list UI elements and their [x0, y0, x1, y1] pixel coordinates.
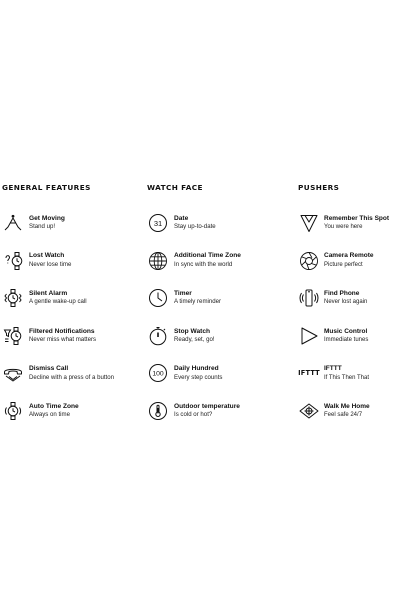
feature-camera-remote: [298, 250, 400, 272]
feature-subtitle: Decline with a press of a button: [29, 373, 115, 381]
stopwatch-icon: [147, 325, 169, 347]
feature-subtitle: Always on time: [29, 411, 70, 419]
feature-get-moving: [2, 212, 142, 234]
watch-face-heading: WATCH FACE: [147, 183, 203, 192]
feature-title: Find Phone: [324, 289, 360, 297]
phone-vibrate-icon: [298, 287, 320, 309]
feature-subtitle: You were here: [324, 224, 363, 231]
feature-walk-me-home: [298, 400, 400, 422]
globe-icon: [147, 250, 169, 272]
watch-vibrate-icon: [2, 287, 24, 309]
feature-find-phone: [298, 287, 400, 309]
feature-title: Timer: [174, 289, 192, 297]
feature-title: Stop Watch: [174, 327, 211, 335]
feature-silent-alarm: [2, 287, 142, 309]
watch-filter-icon: [2, 325, 24, 347]
feature-subtitle: Never lost again: [324, 299, 368, 306]
feature-subtitle: A gentle wake-up call: [29, 298, 87, 306]
feature-music-control: [298, 325, 400, 347]
watch-question-icon: [2, 250, 24, 272]
play-icon: [298, 325, 320, 347]
feature-subtitle: Is cold or hot?: [174, 411, 213, 419]
feature-subtitle: If This Then That: [324, 374, 370, 381]
camera-shutter-icon: [298, 250, 320, 272]
feature-stop-watch: [147, 325, 292, 347]
hang-up-icon: [2, 362, 24, 384]
feature-title: IFTTT: [324, 365, 342, 373]
hundred-icon-glyph: 100: [152, 370, 164, 378]
feature-subtitle: Immediate tunes: [324, 336, 369, 343]
feature-subtitle: Feel safe 24/7: [324, 412, 363, 419]
feature-title: Date: [174, 214, 189, 222]
feature-subtitle: Every step counts: [174, 373, 223, 381]
feature-title: Lost Watch: [29, 252, 65, 260]
thermometer-icon: [147, 400, 169, 422]
date-icon-glyph: 31: [153, 218, 163, 228]
feature-title: Walk Me Home: [324, 402, 370, 410]
feature-title: Camera Remote: [324, 252, 374, 260]
feature-subtitle: Ready, set, go!: [174, 335, 215, 343]
feature-subtitle: A timely reminder: [174, 298, 222, 306]
general-features-heading: GENERAL FEATURES: [2, 183, 91, 192]
feature-lost-watch: [2, 250, 142, 272]
feature-title: Filtered Notifications: [29, 327, 95, 335]
watch-timezone-icon: [2, 400, 24, 422]
feature-subtitle: Stand up!: [29, 223, 56, 231]
feature-subtitle: In sync with the world: [174, 260, 233, 268]
watch-face-list: [147, 212, 292, 422]
feature-title: Remember This Spot: [324, 214, 390, 222]
running-figure-icon: [2, 212, 24, 234]
general-features-list: [2, 212, 142, 422]
pushers-heading: PUSHERS: [298, 183, 340, 192]
date-icon: [147, 212, 169, 234]
feature-ifttt: [298, 362, 400, 384]
feature-title: Auto Time Zone: [29, 402, 79, 410]
pushers-column: [298, 182, 400, 438]
watch-face-column: [147, 182, 292, 438]
feature-timer: [147, 287, 292, 309]
hundred-icon: [147, 362, 169, 384]
feature-dismiss-call: [2, 362, 142, 384]
feature-title: Outdoor temperature: [174, 402, 240, 410]
feature-title: Additional Time Zone: [174, 252, 241, 260]
feature-subtitle: Stay up-to-date: [174, 223, 216, 231]
location-pin-icon: [298, 212, 320, 234]
feature-title: Get Moving: [29, 214, 65, 222]
clock-icon: [147, 287, 169, 309]
feature-title: Music Control: [324, 327, 368, 335]
feature-subtitle: Picture perfect: [324, 261, 363, 268]
pushers-list: [298, 212, 400, 422]
eye-home-icon: [298, 400, 320, 422]
feature-filtered-notifications: [2, 325, 142, 347]
feature-date: [147, 212, 292, 234]
feature-additional-time-zone: [147, 250, 292, 272]
feature-subtitle: Never miss what matters: [29, 335, 97, 343]
feature-subtitle: Never lose time: [29, 260, 72, 268]
feature-remember-this-spot: [298, 212, 400, 234]
general-features-column: [2, 182, 142, 438]
ifttt-icon: IFTTT: [298, 369, 320, 378]
feature-title: Silent Alarm: [29, 289, 68, 297]
feature-auto-time-zone: [2, 400, 142, 422]
feature-daily-hundred: [147, 362, 292, 384]
feature-title: Dismiss Call: [29, 365, 69, 373]
feature-outdoor-temperature: [147, 400, 292, 422]
feature-title: Daily Hundred: [174, 365, 219, 373]
